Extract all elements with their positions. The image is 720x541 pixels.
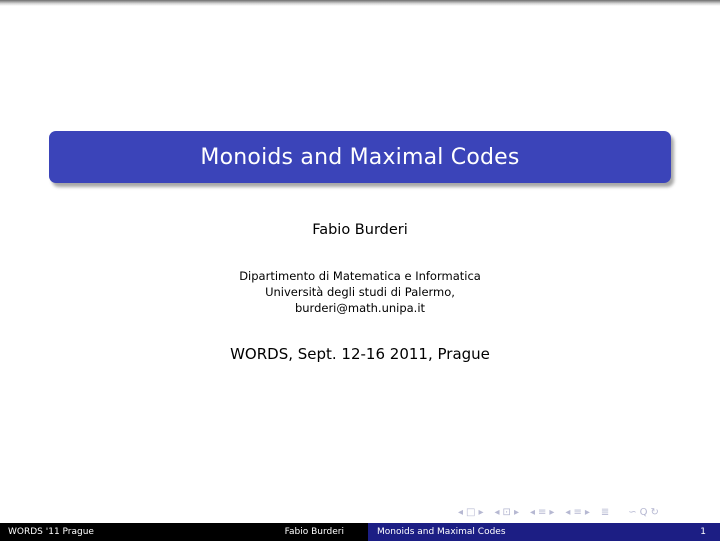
search-icon[interactable]: ↻ xyxy=(650,506,659,518)
footer-bar xyxy=(0,523,720,541)
nav-right-icon[interactable]: ▸ xyxy=(513,506,519,518)
search-icon[interactable]: ∽ xyxy=(628,506,637,518)
footer-event xyxy=(0,523,238,541)
nav-left-icon[interactable]: ◂ xyxy=(458,506,464,518)
align-icon[interactable]: ≣ xyxy=(600,506,610,518)
footer-title xyxy=(368,523,720,541)
nav-right-icon[interactable]: ▸ xyxy=(584,506,590,518)
footer-event-label: WORDS '11 Prague xyxy=(8,527,94,537)
nav-left-icon[interactable]: ◂ xyxy=(529,506,535,518)
footer-title-label: Monoids and Maximal Codes xyxy=(377,527,506,537)
event-date: WORDS, Sept. 12-16 2011, Prague xyxy=(230,345,490,363)
nav-left-icon[interactable]: ◂ xyxy=(494,506,500,518)
section-icon[interactable]: ≡ xyxy=(573,506,582,518)
footer-page-number: 1 xyxy=(700,527,706,537)
search-icon[interactable]: Q xyxy=(639,506,648,518)
top-shadow xyxy=(0,0,720,6)
slide-title: Monoids and Maximal Codes xyxy=(200,144,520,170)
subsection-icon[interactable]: ⊡ xyxy=(502,506,511,518)
institute-email: burderi@math.unipa.it xyxy=(294,301,426,315)
footer-author xyxy=(238,523,368,541)
institute-block xyxy=(0,268,720,316)
title-box xyxy=(49,131,671,183)
nav-left-icon[interactable]: ◂ xyxy=(565,506,571,518)
institute-university: Università degli studi di Palermo, xyxy=(265,285,455,299)
institute-department: Dipartimento di Matematica e Informatica xyxy=(239,269,481,283)
nav-right-icon[interactable]: ▸ xyxy=(478,506,484,518)
nav-right-icon[interactable]: ▸ xyxy=(549,506,555,518)
author-name: Fabio Burderi xyxy=(312,222,408,238)
beamer-navigation[interactable] xyxy=(458,505,659,519)
footer-author-label: Fabio Burderi xyxy=(284,527,344,537)
frame-icon[interactable]: □ xyxy=(466,506,476,518)
section-icon[interactable]: ≡ xyxy=(538,506,547,518)
